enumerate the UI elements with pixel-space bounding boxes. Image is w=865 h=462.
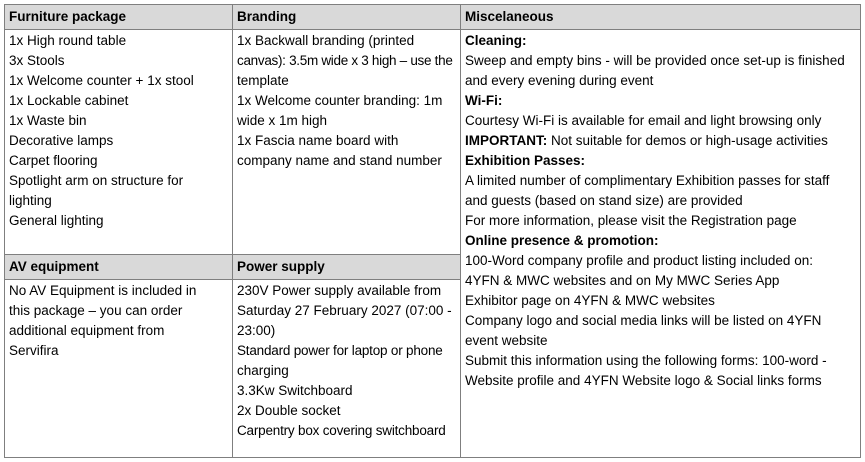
branding-item: canvas): 3.5m wide x 3 high – use the — [237, 53, 453, 68]
av-cell — [4, 279, 233, 458]
branding-item: 1x Backwall branding (printed — [237, 33, 415, 48]
passes-line: For more information, please visit the Registration page — [465, 213, 797, 228]
av-line: Servifira — [9, 343, 59, 358]
av-line: No AV Equipment is included in — [9, 283, 197, 298]
online-line: event website — [465, 333, 548, 348]
online-line: Website profile and 4YFN Website logo & Social links forms — [465, 373, 822, 388]
furniture-item: Decorative lamps — [9, 133, 114, 148]
wifi-title: Wi-Fi: — [465, 93, 503, 108]
misc-cell — [460, 29, 861, 458]
furniture-item: 1x Lockable cabinet — [9, 93, 129, 108]
branding-item: wide x 1m high — [237, 113, 328, 128]
online-line: Submit this information using the following forms: 100-word - — [465, 353, 827, 368]
branding-item: 1x Fascia name board with — [237, 133, 399, 148]
furniture-item: 3x Stools — [9, 53, 65, 68]
power-item: 3.3Kw Switchboard — [237, 383, 353, 398]
furniture-item: General lighting — [9, 213, 104, 228]
power-item: Standard power for laptop or phone — [237, 343, 443, 358]
power-item: 2x Double socket — [237, 403, 341, 418]
online-line: Exhibitor page on 4YFN & MWC websites — [465, 293, 715, 308]
power-item: Saturday 27 February 2027 (07:00 - — [237, 303, 452, 318]
online-line: Company logo and social media links will be listed on 4YFN — [465, 313, 822, 328]
online-line: 100-Word company profile and product listing included on: — [465, 253, 813, 268]
online-line: 4YFN & MWC websites and on My MWC Series App — [465, 273, 780, 288]
important-note — [465, 131, 856, 151]
furniture-item: 1x High round table — [9, 33, 127, 48]
furniture-item: 1x Waste bin — [9, 113, 87, 128]
furniture-item: Carpet flooring — [9, 153, 98, 168]
furniture-item: Spotlight arm on structure for — [9, 173, 184, 188]
important-text: Not suitable for demos or high-usage activities — [547, 133, 828, 148]
branding-header: Branding — [232, 4, 461, 30]
wifi-line: Courtesy Wi-Fi is available for email and light browsing only — [465, 113, 822, 128]
passes-line: and guests (based on stand size) are provided — [465, 193, 743, 208]
furniture-item: lighting — [9, 193, 52, 208]
passes-title: Exhibition Passes: — [465, 153, 586, 168]
cleaning-line: and every evening during event — [465, 73, 654, 88]
av-line: this package – you can order — [9, 303, 183, 318]
online-title: Online presence & promotion: — [465, 233, 659, 248]
power-item: charging — [237, 363, 289, 378]
av-line: additional equipment from — [9, 323, 165, 338]
av-header: AV equipment — [4, 254, 233, 280]
power-item: 23:00) — [237, 323, 276, 338]
cleaning-line: Sweep and empty bins - will be provided once set-up is finished — [465, 53, 845, 68]
power-item: 230V Power supply available from — [237, 283, 442, 298]
power-item: Carpentry box covering switchboard — [237, 423, 446, 438]
power-header: Power supply — [232, 254, 461, 280]
branding-item: company name and stand number — [237, 153, 442, 168]
branding-item: 1x Welcome counter branding: 1m — [237, 93, 443, 108]
power-cell — [232, 279, 461, 458]
branding-item: template — [237, 73, 289, 88]
passes-line: A limited number of complimentary Exhibition passes for staff — [465, 173, 830, 188]
misc-header: Miscelaneous — [460, 4, 861, 30]
furniture-cell — [4, 29, 233, 255]
cleaning-title: Cleaning: — [465, 33, 527, 48]
furniture-item: 1x Welcome counter + 1x stool — [9, 73, 194, 88]
branding-cell — [232, 29, 461, 255]
furniture-header: Furniture package — [4, 4, 233, 30]
important-label: IMPORTANT: — [465, 133, 548, 148]
package-table — [4, 4, 861, 458]
